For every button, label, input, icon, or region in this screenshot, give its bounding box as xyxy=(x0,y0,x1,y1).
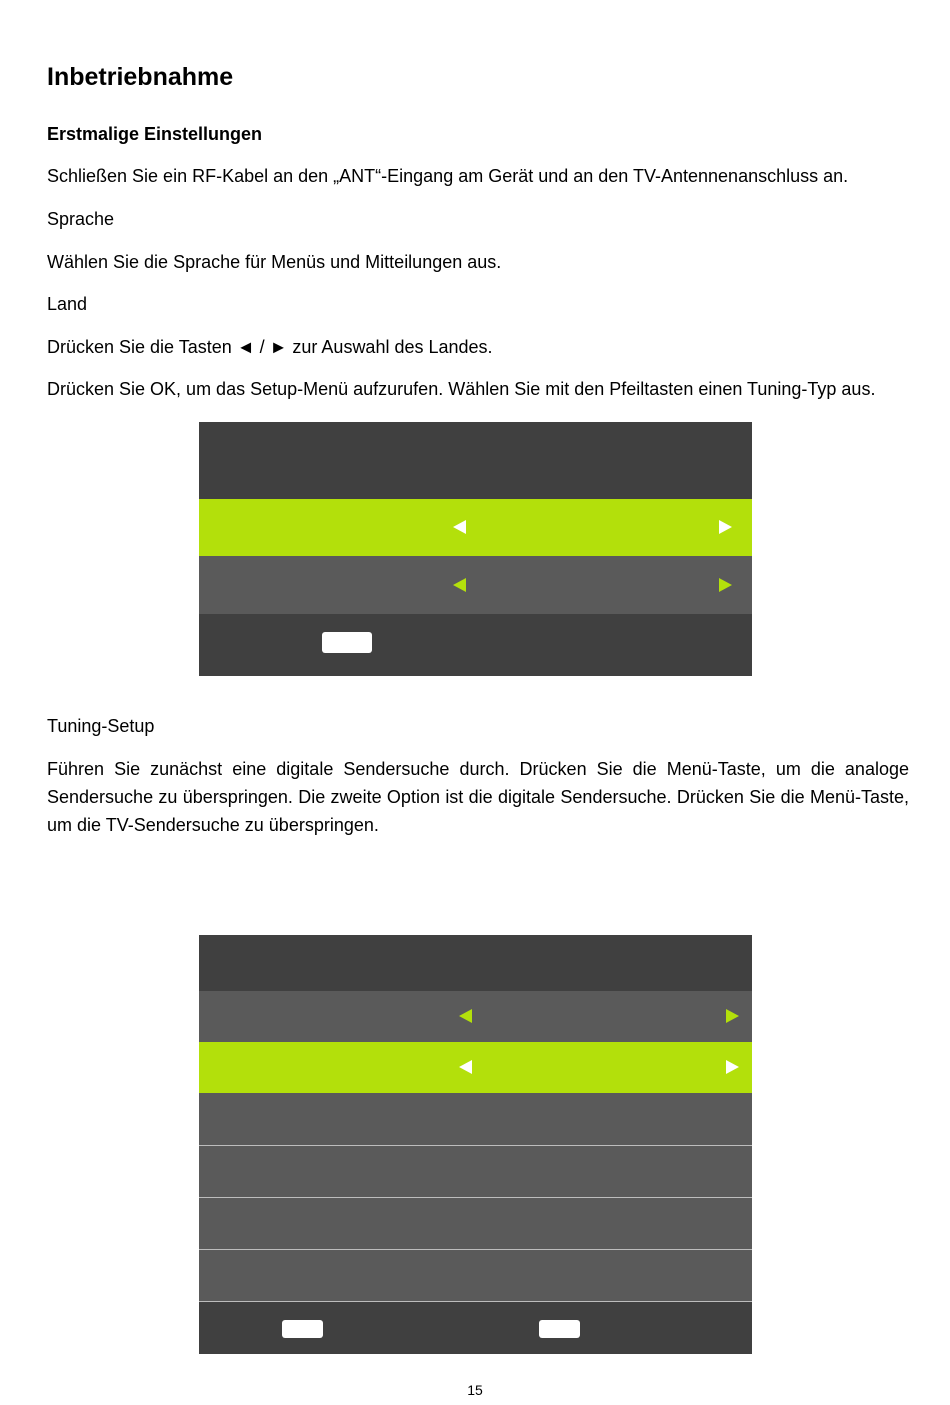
paragraph-setup-menu: Drücken Sie OK, um das Setup-Menü aufzurufen. Wählen Sie mit den Pfeiltasten einen Tuning-Typ aus. xyxy=(47,379,876,399)
ok-key-icon xyxy=(322,632,372,653)
right-arrow-icon xyxy=(726,1009,739,1023)
menu-row-5 xyxy=(199,1197,752,1249)
right-arrow-icon xyxy=(719,520,732,534)
paragraph-tuning-setup: Führen Sie zunächst eine digitale Sendersuche durch. Drücken Sie die Menü-Taste, um die analoge Sendersuche zu überspringen. Die zweite Option ist die digitale Sendersuche. Drücken Sie die Menü-Taste, um die TV-Sendersuche zu überspringen. xyxy=(47,759,909,835)
paragraph-sprache: Wählen Sie die Sprache für Menüs und Mitteilungen aus. xyxy=(47,252,502,272)
page-title: Inbetriebnahme xyxy=(47,63,234,91)
label-sprache: Sprache xyxy=(47,209,115,229)
menu-key-icon xyxy=(282,1320,323,1338)
tuning-menu-illustration xyxy=(199,935,752,1354)
right-arrow-icon xyxy=(726,1060,739,1074)
left-arrow-icon xyxy=(459,1060,472,1074)
menu-row-language-selected xyxy=(199,499,752,556)
menu-row-6 xyxy=(199,1249,752,1302)
left-arrow-icon xyxy=(453,578,466,592)
menu-row-2-selected xyxy=(199,1042,752,1093)
exit-key-icon xyxy=(539,1320,580,1338)
paragraph-land: Drücken Sie die Tasten ◄ / ► zur Auswahl des Landes. xyxy=(47,337,493,357)
left-arrow-icon xyxy=(459,1009,472,1023)
left-arrow-icon xyxy=(453,520,466,534)
page-number: 15 xyxy=(467,1382,483,1398)
label-land: Land xyxy=(47,294,88,314)
menu-row-country xyxy=(199,556,752,614)
menu-row-footer xyxy=(199,1301,752,1354)
paragraph-ant-cable: Schließen Sie ein RF-Kabel an den „ANT“-Eingang am Gerät und an den TV-Antennenanschluss an. xyxy=(47,166,849,186)
menu-row-4 xyxy=(199,1145,752,1197)
setup-menu-illustration xyxy=(199,422,752,676)
label-tuning-setup: Tuning-Setup xyxy=(47,716,155,736)
menu-row-3 xyxy=(199,1093,752,1145)
right-arrow-icon xyxy=(719,578,732,592)
section-title: Erstmalige Einstellungen xyxy=(47,124,263,144)
menu-row-1 xyxy=(199,991,752,1042)
